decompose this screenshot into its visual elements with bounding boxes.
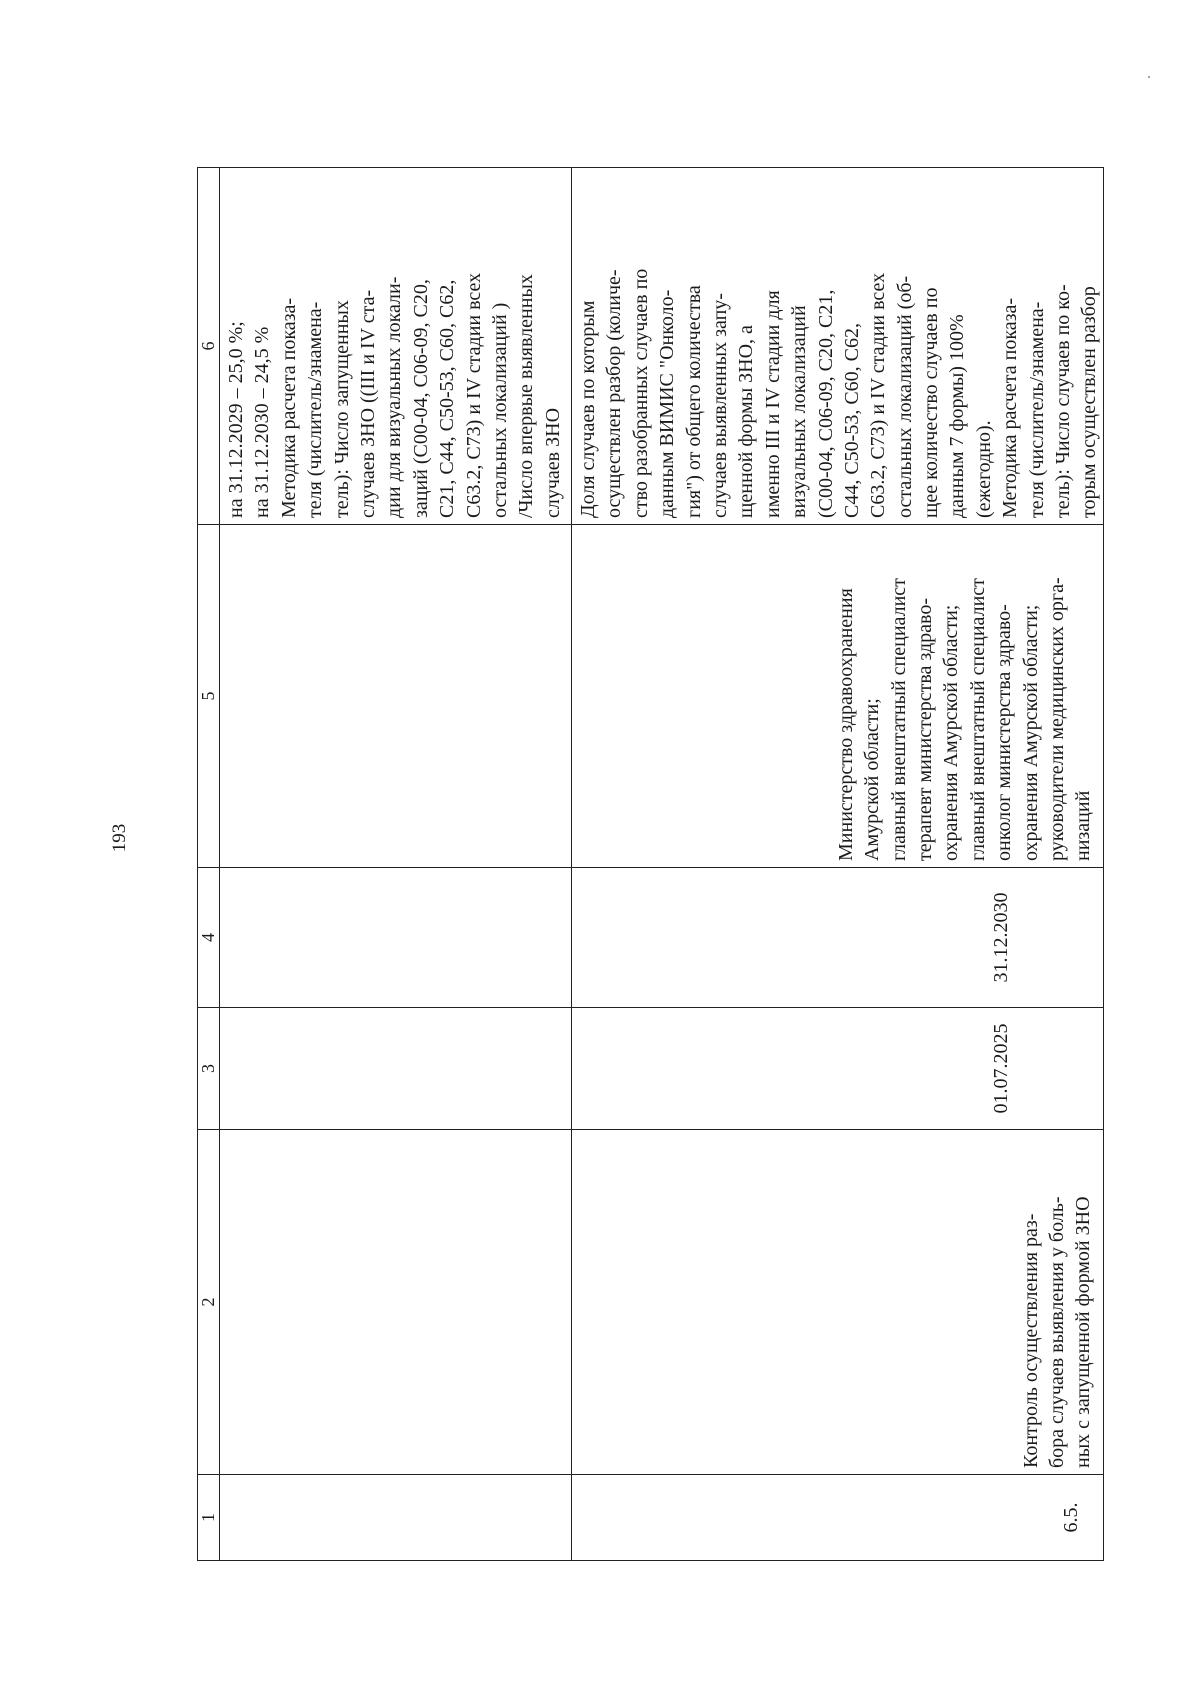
page-number: 193 — [109, 823, 130, 853]
text-line: торым осуществлен разбор — [1078, 286, 1101, 518]
header-col-4: 4 — [198, 868, 220, 1008]
text-line: терапевт министерства здраво- — [914, 598, 937, 861]
text-line: данным 7 формы) 100% — [946, 314, 969, 518]
text-line: теля (числитель/знамена- — [1025, 301, 1048, 518]
row2-start-date: 01.07.2025 — [572, 1008, 1104, 1130]
rotated-table-wrapper — [197, 168, 1101, 1561]
text-line: (ежегодно). — [972, 420, 995, 518]
text-line: Амурской области; — [861, 698, 884, 861]
row2-end-date: 31.12.2030 — [572, 868, 1104, 1008]
text-line: тель): Число случаев по ко- — [1052, 284, 1075, 518]
text-line: онколог министерства здраво- — [993, 604, 1016, 861]
table-row — [220, 168, 572, 1561]
text-line: охранения Амурской области; — [940, 604, 963, 861]
text-line: /Число впервые выявленных — [515, 274, 538, 518]
row1-col4 — [220, 868, 572, 1008]
text-line: ных с запущенной формой ЗНО — [1072, 1196, 1095, 1468]
text-line: охранения Амурской области; — [1019, 604, 1042, 861]
plan-table — [197, 167, 1104, 1561]
text-line: руководители медицинских орга- — [1046, 577, 1069, 861]
text-line: случаев ЗНО — [541, 407, 564, 518]
rotated-table-area — [197, 168, 1101, 1561]
text-line: низаций — [1072, 790, 1095, 861]
text-line: данным ВИМИС "Онколо- — [656, 289, 679, 518]
row1-col5 — [220, 525, 572, 868]
text-line: на 31.12.2029 – 25,0 %; — [225, 321, 247, 518]
header-col-2: 2 — [198, 1130, 220, 1475]
row2-number: 6.5. — [572, 1475, 1104, 1561]
text-line: Доля случаев по которым — [577, 300, 599, 518]
text-line: С44, С50-53, С60, С62, — [840, 322, 863, 518]
text-line: главный внештатный специалист — [966, 578, 989, 861]
text-line: дии для визуальных локали- — [383, 276, 406, 518]
text-line: гия") от общего количества — [682, 285, 705, 518]
row2-responsible — [572, 525, 1104, 868]
row2-indicator-text — [572, 168, 1104, 525]
row1-col3 — [220, 1008, 572, 1130]
text-line: С63.2, С73) и IV стадии всех — [462, 272, 485, 518]
text-line: Методика расчета показа- — [999, 297, 1022, 518]
text-line: щее количество случаев по — [920, 287, 943, 518]
text-line: С21, С44, С50-53, С60, С62, — [436, 279, 459, 518]
text-line: визуальных локализаций — [788, 305, 811, 518]
text-line: Методика расчета показа- — [277, 297, 300, 518]
row1-col1 — [220, 1475, 572, 1561]
text-line: именно III и IV стадии для — [761, 290, 784, 518]
text-line: случаев выявленных запу- — [708, 293, 731, 518]
table-row — [572, 168, 1104, 1561]
row1-indicator-text — [220, 168, 572, 525]
text-line: щенной формы ЗНО, а — [735, 325, 758, 518]
text-line: тель): Число запущенных — [330, 300, 353, 518]
text-line: осуществлен разбор (количе- — [603, 269, 626, 518]
header-col-5: 5 — [198, 525, 220, 868]
header-row — [198, 168, 220, 1561]
text-line: теля (числитель/знамена- — [304, 301, 327, 518]
text-line: остальных локализаций (об- — [893, 275, 916, 518]
header-col-6: 6 — [198, 168, 220, 525]
text-line: случаев ЗНО ((III и IV ста- — [356, 289, 379, 518]
text-line: бора случаев выявления у боль- — [1046, 1196, 1069, 1468]
text-line: ство разобранных случаев по — [629, 268, 652, 518]
text-line: (С00-04, С06-09, С20, С21, — [814, 289, 837, 518]
text-line: Министерство здравоохранения — [834, 588, 857, 861]
text-line: Контроль осуществления раз- — [1019, 1213, 1042, 1468]
text-line: заций (С00-04, С06-09, С20, — [409, 279, 432, 518]
text-line: остальных локализаций ) — [488, 302, 511, 518]
text-line: главный внештатный специалист — [887, 578, 910, 861]
header-col-1: 1 — [198, 1475, 220, 1561]
row1-col2 — [220, 1130, 572, 1475]
header-col-3: 3 — [198, 1008, 220, 1130]
text-line: С63.2, С73) и IV стадии всех — [867, 272, 890, 518]
row2-measure-name — [572, 1130, 1104, 1475]
scan-speck — [1148, 76, 1150, 78]
text-line: на 31.12.2030 – 24,5 % — [251, 326, 274, 518]
